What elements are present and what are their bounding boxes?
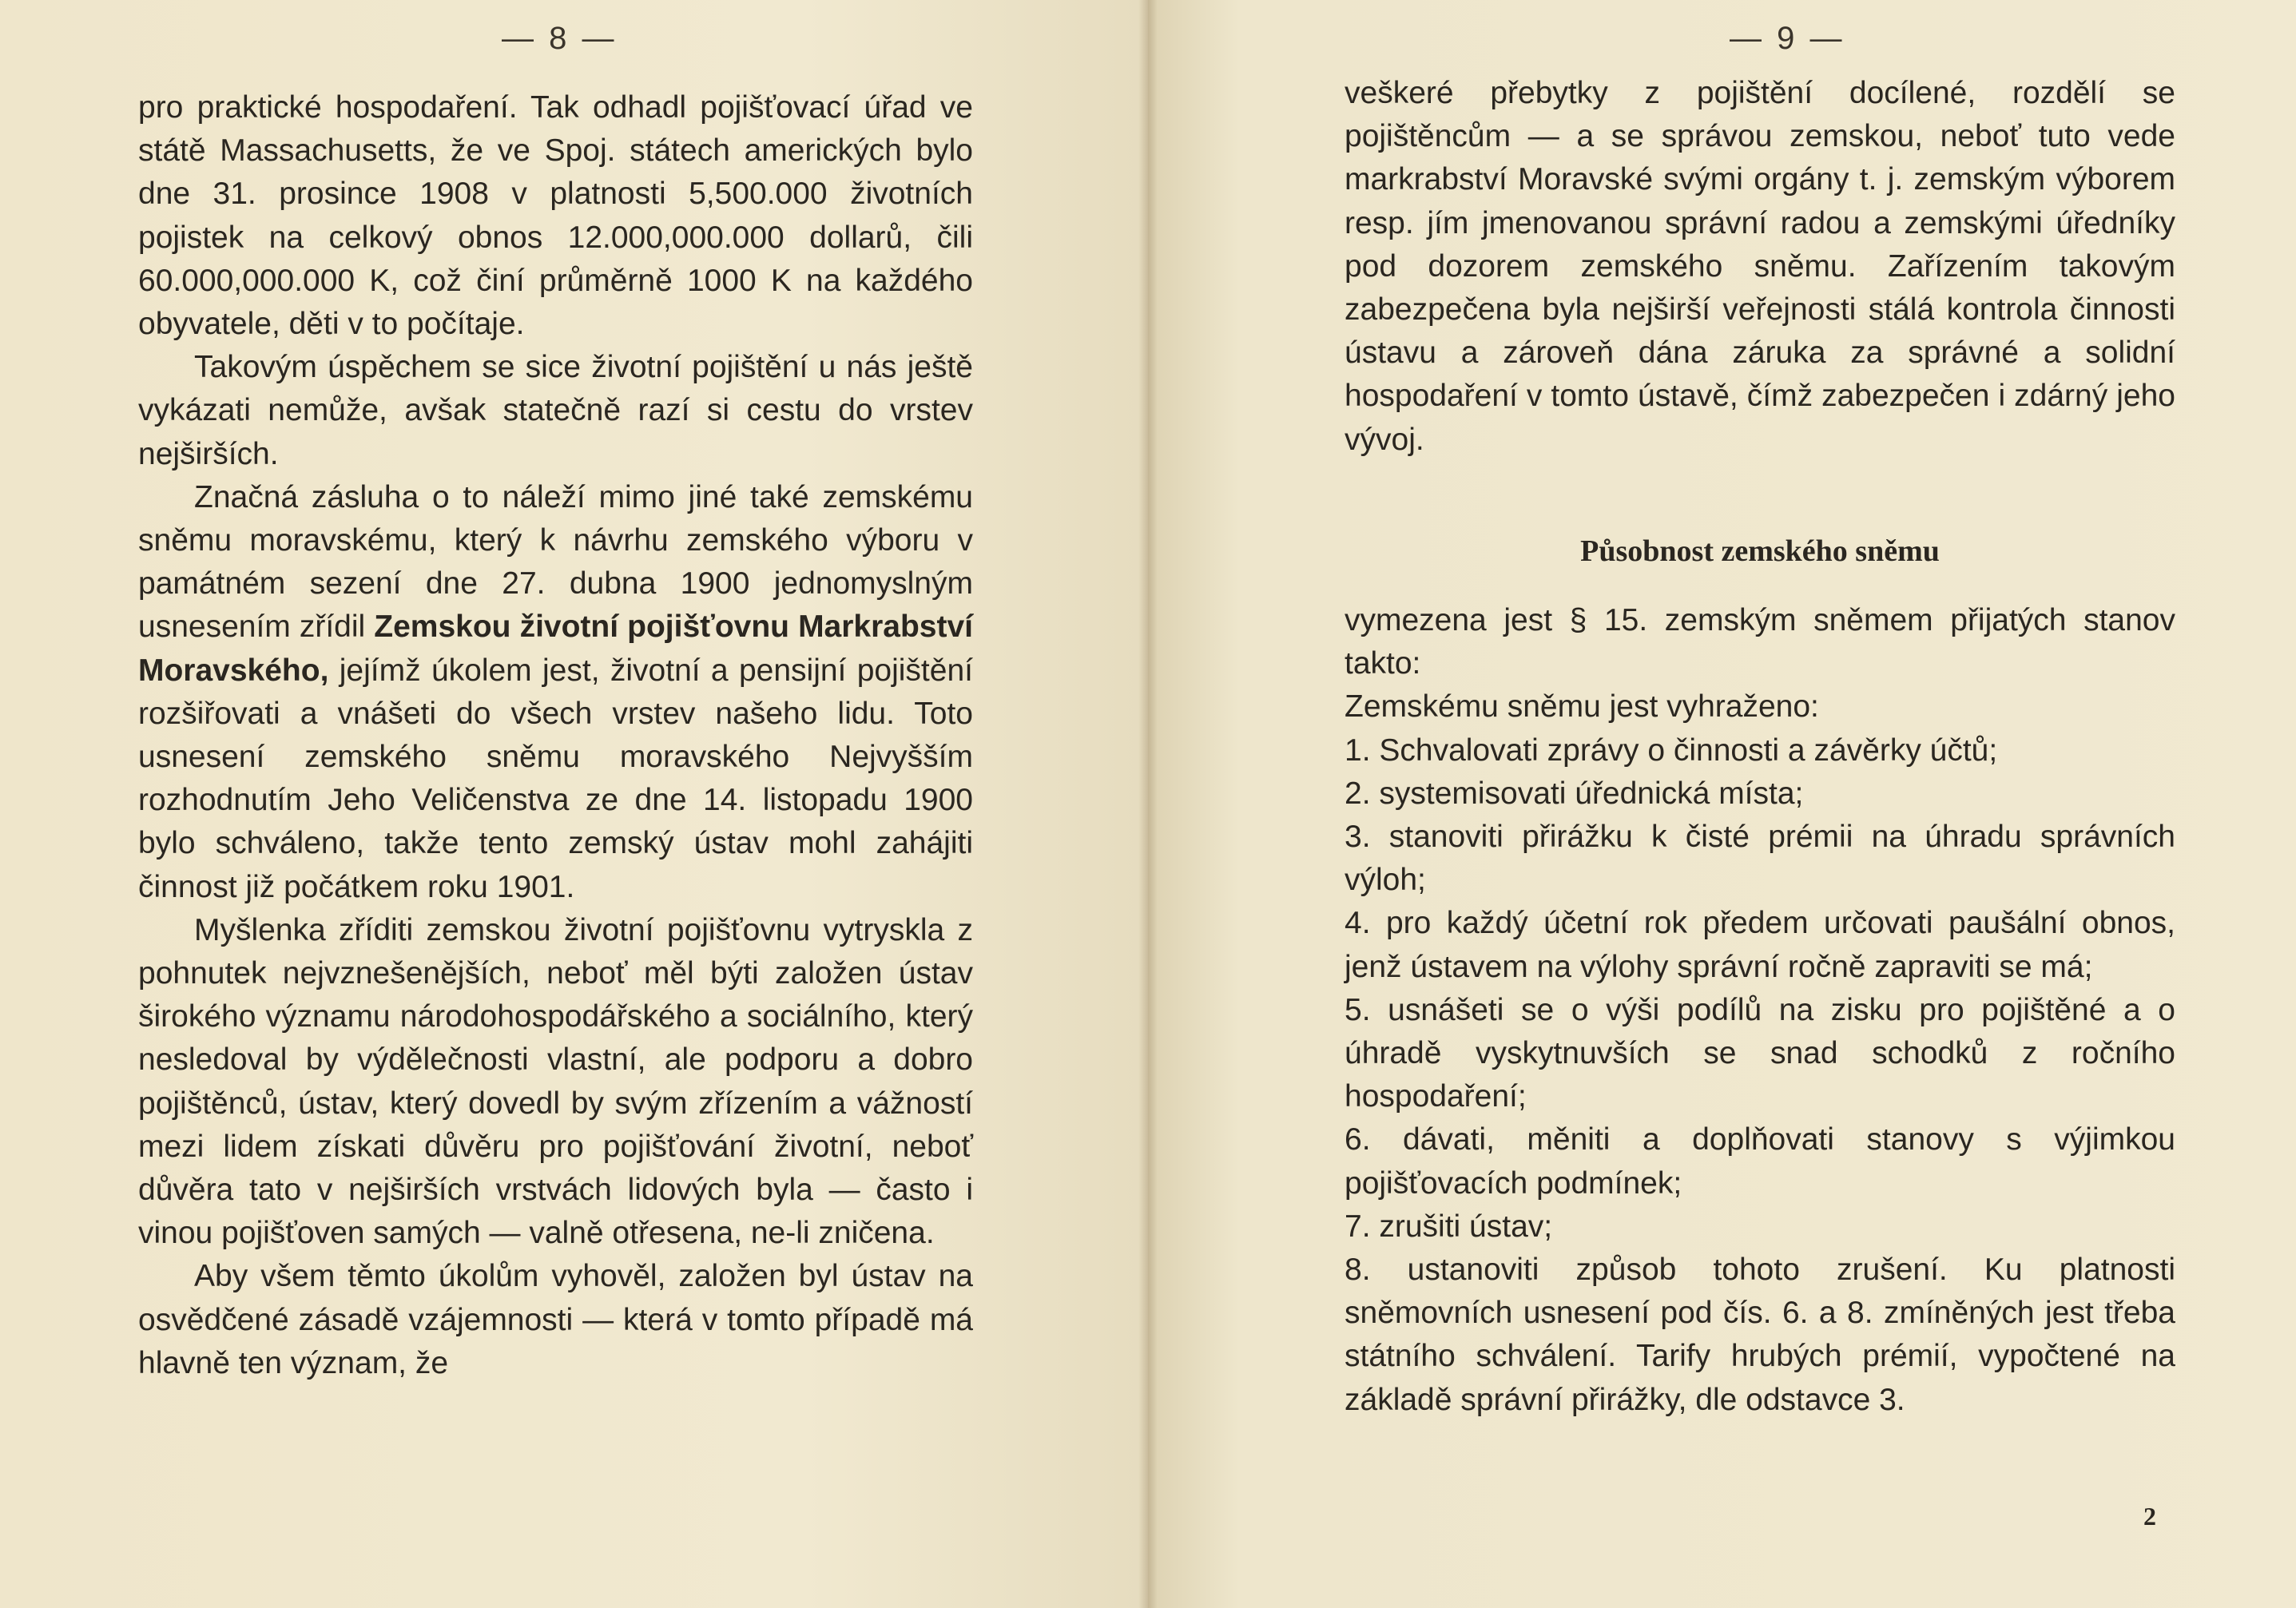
list-item: 7. zrušiti ústav; <box>1345 1209 1553 1244</box>
list-item: 2. systemisovati úřednická místa; <box>1345 776 1804 811</box>
paragraph <box>138 476 973 909</box>
signature-mark: 2 <box>2143 1502 2156 1531</box>
paragraph: Takovým úspěchem se sice životní pojištění u nás ještě vykázati nemůže, avšak statečně razí si cestu do vrstev nejširších. <box>138 350 973 471</box>
paragraph: veškeré přebytky z pojištění docílené, rozdělí se pojištěncům — a se správou zemskou, neboť tuto vede markrabství Moravské svými orgány t. j. zemským výborem resp. jím jmenovanou správní radou a zemskými úředníky pod dozorem zemského sněmu. Zařízením takovým zabezpečena byla nejširší veřejnosti stálá kontrola činnosti ústavu a zároveň dána záruka za správné a solidní hospodaření v tomto ústavě, čímž zabezpečen i zdárný jeho vývoj. <box>1345 76 2175 457</box>
list-item: 8. ustanoviti způsob tohoto zrušení. Ku platnosti sněmovních usnesení pod čís. 6. a 8. zmíněných jest třeba státního schválení. Tarify hrubých prémií, vypočtené na základě správní přirážky, dle odstavce 3. <box>1345 1253 2175 1417</box>
page-number-right: — 9 — <box>1730 21 1845 56</box>
paragraph: Myšlenka zříditi zemskou životní pojišťovnu vytryskla z pohnutek nejvznešenějších, neboť měl býti založen ústav širokého významu národohospodářského a sociálního, který nesledoval by výdělečnosti vlastní, ale podporu a dobro pojištěnců, ústav, který dovedl by svým zřízením a vážností mezi lidem získati důvěru pro pojišťování životní, neboť důvěra tato v nejširších vrstvách lidových byla — často i vinou pojišťoven samých — valně otřesena, ne-li zničena. <box>138 912 973 1251</box>
paragraph: vymezena jest § 15. zemským sněmem přijatých stanov takto: <box>1345 603 2175 681</box>
page-number-left: — 8 — <box>502 21 618 56</box>
right-page-text <box>1345 72 2175 462</box>
right-page-list <box>1345 599 2175 1422</box>
list-item: 5. usnášeti se o výši podílů na zisku pro pojištěné a o úhradě vyskytnuvších se snad schodků z ročního hospodaření; <box>1345 992 2175 1114</box>
list-item: 6. dávati, měniti a doplňovati stanovy s výjimkou pojišťovacích podmínek; <box>1345 1122 2175 1201</box>
section-heading: Působnost zemského sněmu <box>1580 534 1940 568</box>
paragraph-text: Značná zásluha o to náleží mimo jiné také zemskému sněmu moravskému, který k návrhu zemského výboru v památném sezení dne 27. dubna 1900 jednomyslným usnesením zřídil <box>138 479 973 645</box>
list-item: 3. stanoviti přirážku k čisté prémii na úhradu správních výloh; <box>1345 820 2175 898</box>
list-item: 4. pro každý účetní rok předem určovati paušální obnos, jenž ústavem na výlohy správní ročně zapraviti se má; <box>1345 906 2175 984</box>
institution-name: Zemskou životní pojišťovnu Markrabství Moravského, <box>138 609 974 688</box>
paragraph-text: jejímž úkolem jest, životní a pensijní pojištění rozšiřovati a vnášeti do všech vrstev našeho lidu. Toto usnesení zemského sněmu moravského Nejvyšším rozhodnutím Jeho Veličenstva ze dne 14. listopadu 1900 bylo schváleno, takže tento zemský ústav mohl zahájiti činnost již počátkem roku 1901. <box>138 653 973 904</box>
book-gutter <box>1138 0 1158 1608</box>
list-intro: Zemskému sněmu jest vyhraženo: <box>1345 689 1819 725</box>
list-item: 1. Schvalovati zprávy o činnosti a závěrky účtů; <box>1345 733 1998 768</box>
paragraph: pro praktické hospodaření. Tak odhadl pojišťovací úřad ve státě Massachusetts, že ve Spoj. státech amerických bylo dne 31. prosince 1908 v platnosti 5,500.000 životních pojistek na celkový obnos 12.000,000.000 dollarů, čili 60.000,000.000 K, což činí průměrně 1000 K na každého obyvatele, děti v to počítaje. <box>138 90 973 342</box>
paragraph: Aby všem těmto úkolům vyhověl, založen byl ústav na osvědčené zásadě vzájemnosti — která v tomto případě má hlavně ten význam, že <box>138 1259 973 1380</box>
left-page-text <box>138 86 973 1385</box>
